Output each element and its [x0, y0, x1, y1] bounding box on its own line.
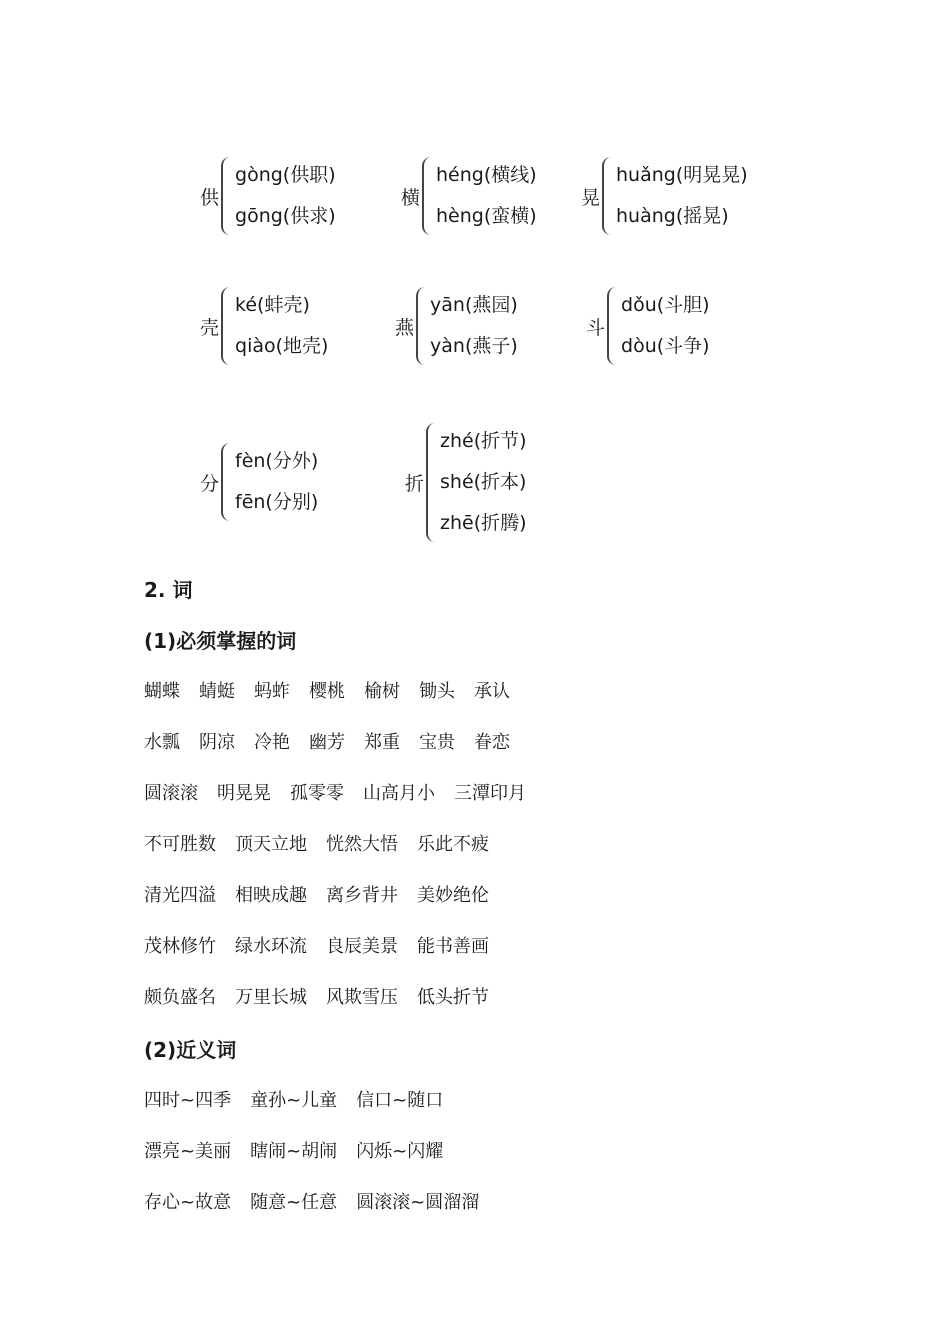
- polyphone-char: 燕: [395, 316, 415, 339]
- word: 蚂蚱: [254, 681, 290, 702]
- polyphone-char: 斗: [586, 316, 606, 339]
- synonym-pair: 漂亮~美丽: [144, 1141, 232, 1162]
- word: 相映成趣: [235, 885, 307, 906]
- word: 眷恋: [474, 732, 510, 753]
- polyphone-gong: [200, 155, 336, 237]
- polyphone-huang: [581, 155, 748, 237]
- word: 不可胜数: [144, 834, 216, 855]
- reading: hèng(蛮横): [436, 205, 537, 227]
- reading: dǒu(斗胆): [621, 294, 710, 316]
- brace: [221, 157, 231, 235]
- word: 低头折节: [417, 987, 489, 1008]
- word: 三潭印月: [454, 783, 526, 804]
- synonym-pair: 信口~随口: [356, 1090, 444, 1111]
- brace: [221, 287, 231, 365]
- brace: [607, 287, 617, 365]
- synonym-pair: 四时~四季: [144, 1090, 232, 1111]
- word: 良辰美景: [326, 936, 398, 957]
- word: 郑重: [364, 732, 400, 753]
- word: 锄头: [419, 681, 455, 702]
- synonym-pair: 存心~故意: [144, 1192, 232, 1213]
- word: 宝贵: [419, 732, 455, 753]
- polyphone-char: 壳: [200, 316, 220, 339]
- synonym-pair: 瞎闹~胡闹: [250, 1141, 338, 1162]
- reading: gòng(供职): [235, 164, 336, 186]
- word: 榆树: [364, 681, 400, 702]
- word-row: [144, 677, 529, 703]
- word: 茂林修竹: [144, 936, 216, 957]
- word: 顶天立地: [235, 834, 307, 855]
- reading: yàn(燕子): [430, 335, 518, 357]
- reading: shé(折本): [440, 471, 527, 493]
- word: 乐此不疲: [417, 834, 489, 855]
- word: 阴凉: [199, 732, 235, 753]
- synonym-pair: 童孙~儿童: [250, 1090, 338, 1111]
- word: 明晃晃: [217, 783, 271, 804]
- reading: ké(蚌壳): [235, 294, 310, 316]
- reading: dòu(斗争): [621, 335, 710, 357]
- polyphone-fen: [200, 441, 318, 523]
- word: 绿水环流: [235, 936, 307, 957]
- brace: [416, 287, 426, 365]
- synonym-row: [144, 1188, 498, 1214]
- polyphone-dou: [586, 285, 710, 367]
- word: 承认: [474, 681, 510, 702]
- polyphone-char: 横: [401, 186, 421, 209]
- word: 幽芳: [309, 732, 345, 753]
- polyphone-char: 折: [405, 473, 425, 495]
- synonym-pair: 闪烁~闪耀: [356, 1141, 444, 1162]
- word: 能书善画: [417, 936, 489, 957]
- reading: qiào(地壳): [235, 335, 329, 357]
- reading: héng(横线): [436, 164, 537, 186]
- word: 圆滚滚: [144, 783, 198, 804]
- word: 孤零零: [290, 783, 344, 804]
- word-row: [144, 779, 545, 805]
- brace: [426, 423, 436, 542]
- reading: fēn(分别): [235, 491, 319, 513]
- word: 冷艳: [254, 732, 290, 753]
- word: 山高月小: [363, 783, 435, 804]
- reading: fèn(分外): [235, 450, 319, 472]
- polyphone-char: 分: [200, 472, 220, 495]
- word-row: [144, 983, 508, 1009]
- reading: huǎng(明晃晃): [616, 164, 748, 186]
- polyphone-ke: [200, 285, 328, 367]
- word-row: [144, 830, 508, 856]
- reading: zhé(折节): [440, 430, 527, 452]
- word-row: [144, 728, 529, 754]
- polyphone-yan: [395, 285, 518, 367]
- word: 万里长城: [235, 987, 307, 1008]
- word: 恍然大悟: [326, 834, 398, 855]
- word: 水瓢: [144, 732, 180, 753]
- reading: gōng(供求): [235, 205, 336, 227]
- brace: [221, 443, 231, 521]
- word: 颇负盛名: [144, 987, 216, 1008]
- reading: yān(燕园): [430, 294, 518, 316]
- word-row: [144, 881, 508, 907]
- polyphone-heng: [401, 155, 537, 237]
- polyphone-zhe: [405, 421, 527, 544]
- section-title: 2. 词: [144, 578, 193, 602]
- subsection-title-synonyms: (2)近义词: [144, 1038, 237, 1062]
- reading: huàng(摇晃): [616, 205, 729, 227]
- brace: [422, 157, 432, 235]
- synonym-row: [144, 1086, 462, 1112]
- word: 风欺雪压: [326, 987, 398, 1008]
- word: 蝴蝶: [144, 681, 180, 702]
- polyphone-char: 供: [200, 186, 220, 209]
- word-row: [144, 932, 508, 958]
- word: 蜻蜓: [199, 681, 235, 702]
- subsection-title-must-words: (1)必须掌握的词: [144, 629, 297, 653]
- synonym-pair: 圆滚滚~圆溜溜: [356, 1192, 480, 1213]
- word: 离乡背井: [326, 885, 398, 906]
- reading: zhē(折腾): [440, 512, 527, 534]
- word: 美妙绝伦: [417, 885, 489, 906]
- word: 樱桃: [309, 681, 345, 702]
- synonym-pair: 随意~任意: [250, 1192, 338, 1213]
- polyphone-char: 晃: [581, 186, 601, 209]
- synonym-row: [144, 1137, 462, 1163]
- brace: [602, 157, 612, 235]
- word: 清光四溢: [144, 885, 216, 906]
